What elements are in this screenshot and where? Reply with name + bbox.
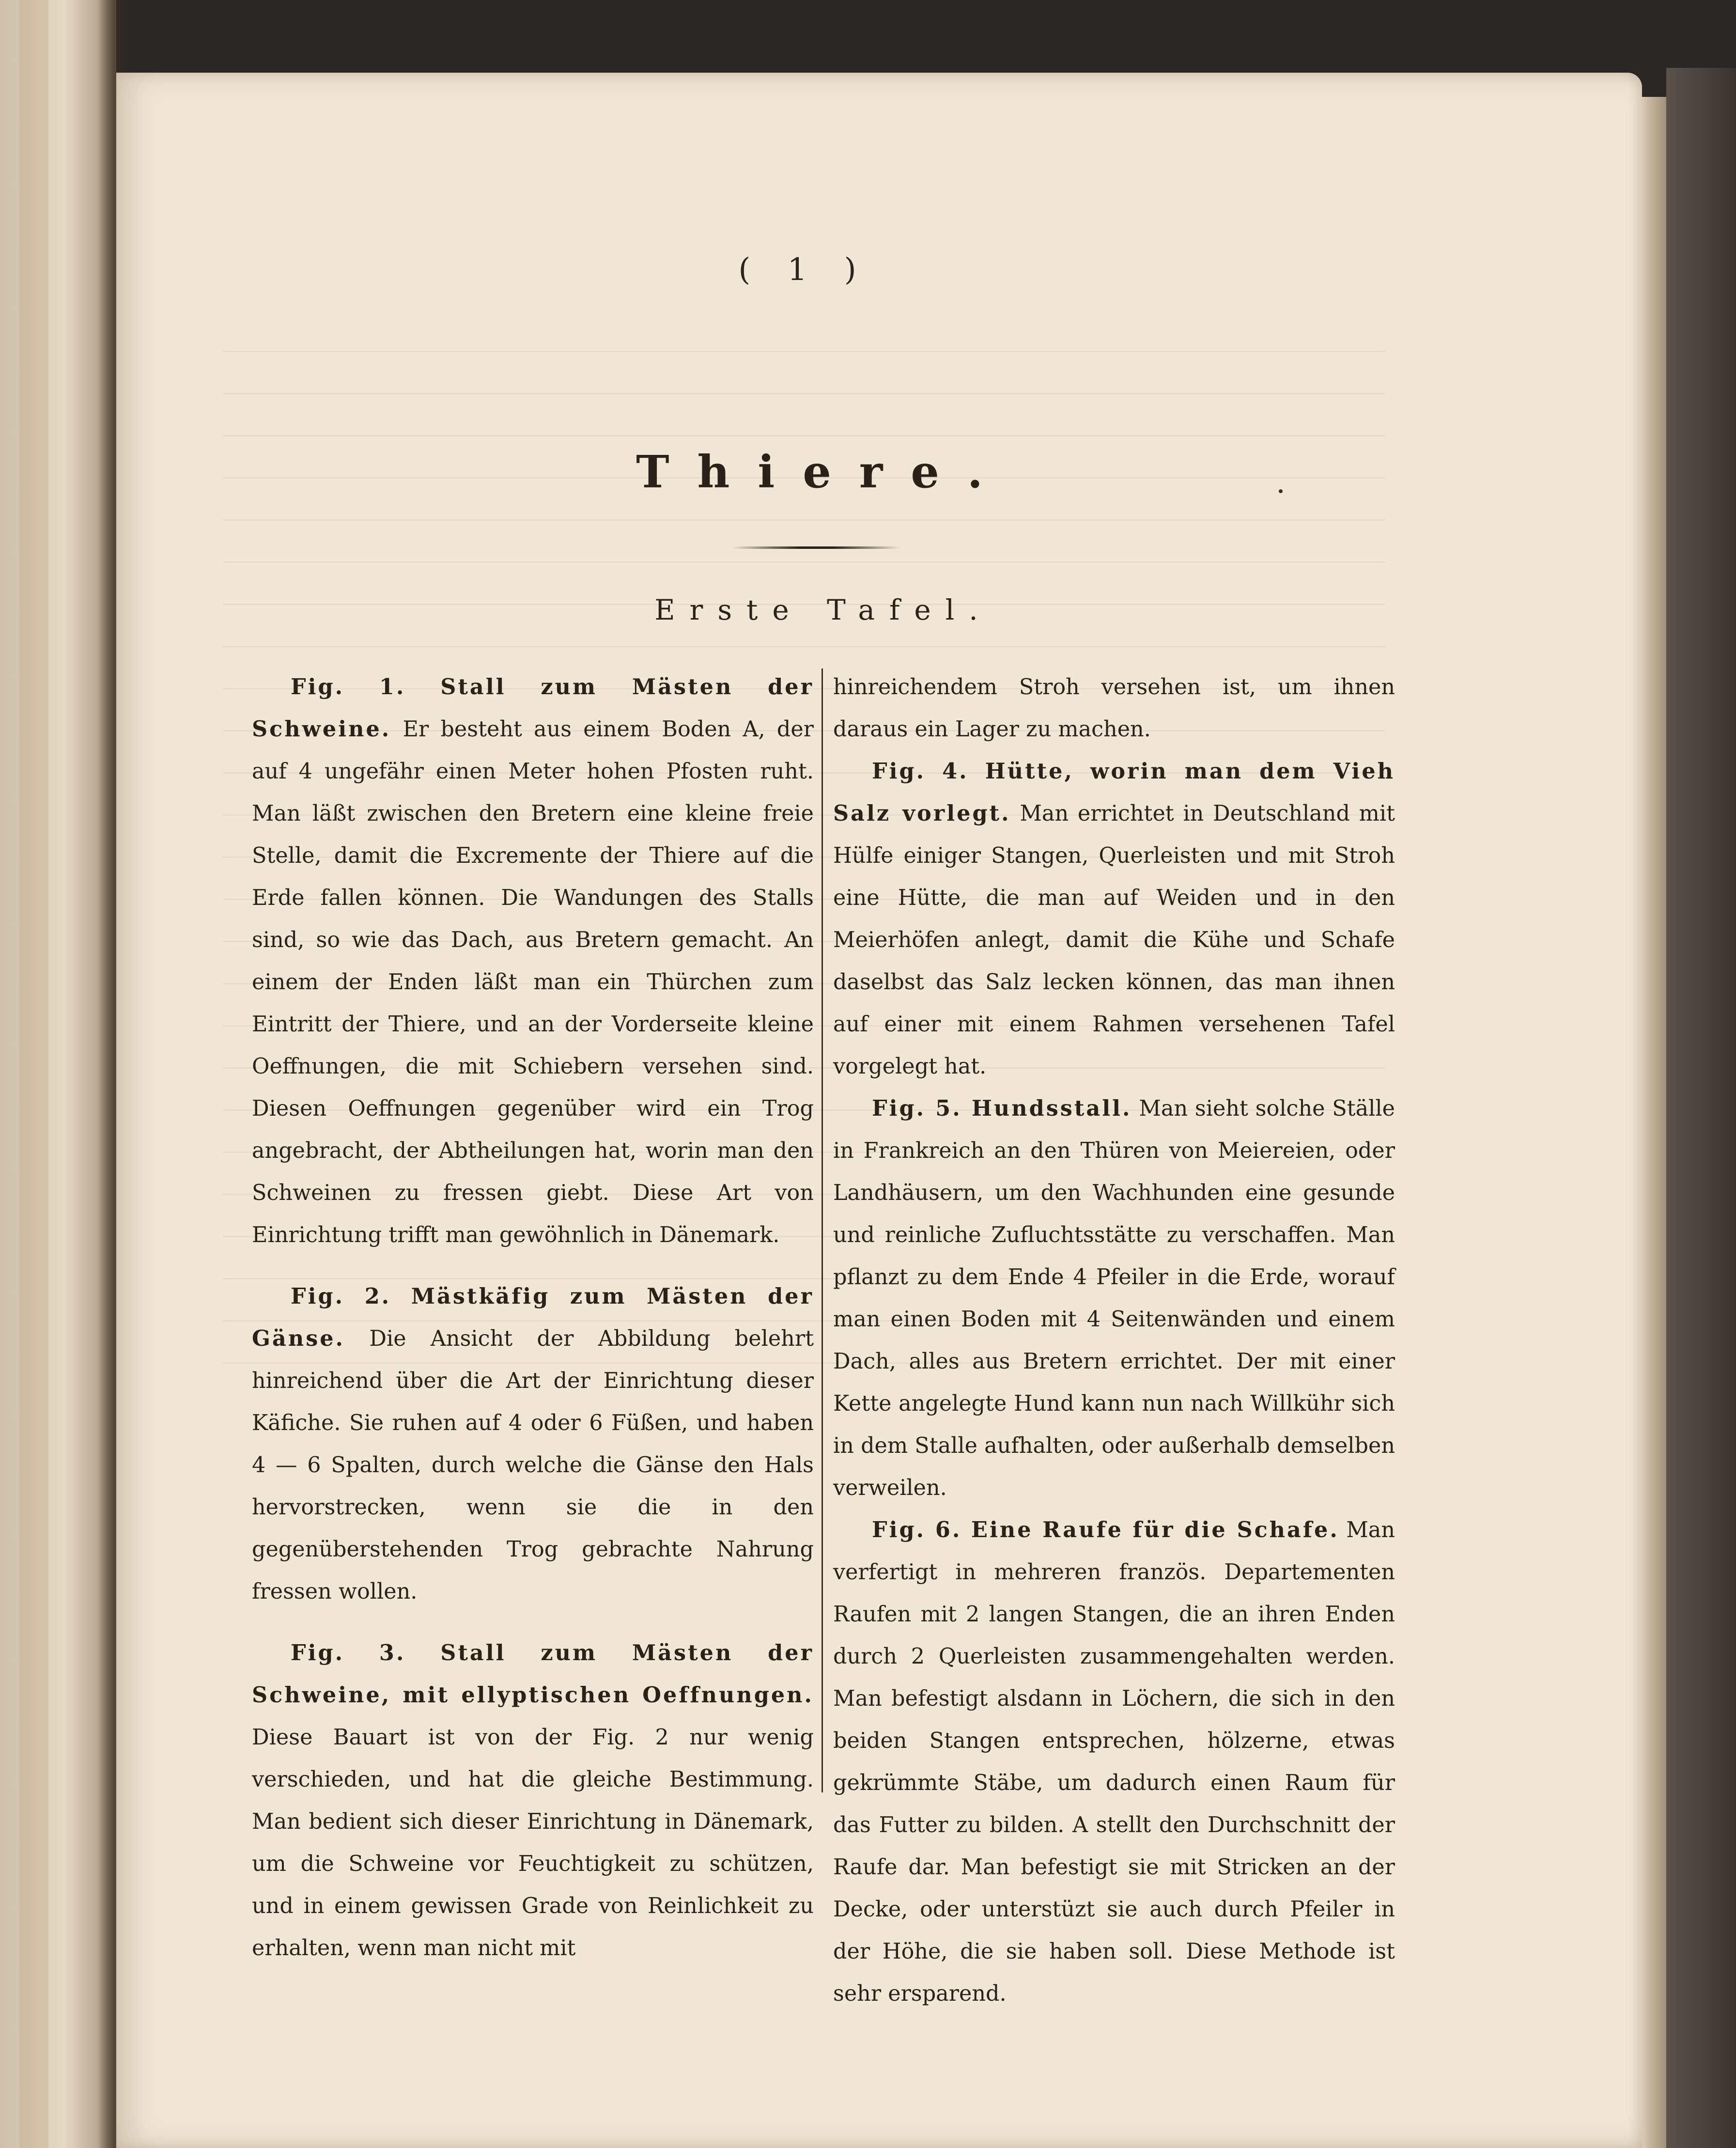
background-right: [1666, 68, 1736, 2148]
paragraph-fig-3: [252, 1632, 814, 1969]
column-divider: [822, 669, 823, 1792]
fig-6-heading: Fig. 6. Eine Raufe für die Schafe.: [872, 1517, 1339, 1542]
page-stain: [19, 0, 48, 2148]
paragraph-fig-5: [833, 1088, 1395, 1509]
paragraph-fig-1: [252, 666, 814, 1256]
fig-2-text: Die Ansicht der Abbildung belehrt hinreichend über die Art der Einrichtung dieser Käfiche. Sie ruhen auf 4 oder 6 Füßen, und haben 4 — 6 Spalten, durch welche die Gänse den Hals hervorstrecken, wenn sie die in den gegenüberstehenden Trog gebrachte Nahrung fressen wollen.: [252, 1326, 814, 1604]
left-column: [252, 666, 814, 1969]
right-column: [833, 666, 1395, 2015]
fig-6-text: Man verfertigt in mehreren französ. Departementen Raufen mit 2 langen Stangen, die an ihren Enden durch 2 Querleisten zusammengehalten werden. Man befestigt alsdann in Löchern, die sich in den beiden Stangen entsprechen, hölzerne, etwas gekrümmte Stäbe, um dadurch einen Raum für das Futter zu bilden. A stellt den Durchschnitt der Raufe dar. Man befestigt sie mit Stricken an der Decke, oder unterstüzt sie auch durch Pfeiler in der Höhe, die sie haben soll. Diese Methode ist sehr ersparend.: [833, 1518, 1395, 2006]
fig-3-text: Diese Bauart ist von der Fig. 2 nur wenig verschieden, und hat die gleiche Bestimmung. Man bedient sich dieser Einrichtung in Dänemark, um die Schweine vor Feuchtigkeit zu schützen, und in einem gewissen Grade von Reinlichkeit zu erhalten, wenn man nicht mit: [252, 1725, 814, 1961]
fig-4-heading: Fig. 4. Hütte, worin man dem Vieh Salz vorlegt.: [833, 759, 1395, 826]
fig-4-text: Man errichtet in Deutschland mit Hülfe einiger Stangen, Querleisten und mit Stroh eine Hütte, die man auf Weiden und in den Meierhöfen anlegt, damit die Kühe und Schafe daselbst das Salz lecken können, das man ihnen auf einer mit einem Rahmen versehenen Tafel vorgelegt hat.: [833, 801, 1395, 1079]
paragraph-fig-6: [833, 1509, 1395, 2015]
fig-1-heading: Fig. 1. Stall zum Mästen der Schweine.: [252, 674, 814, 742]
paragraph-continuation: hinreichendem Stroh versehen ist, um ihnen daraus ein Lager zu machen.: [833, 675, 1395, 742]
fig-2-heading: Fig. 2. Mästkäfig zum Mästen der Gänse.: [252, 1284, 814, 1351]
page-number: ( 1 ): [738, 252, 870, 288]
fig-5-heading: Fig. 5. Hundsstall.: [872, 1096, 1132, 1121]
fig-3-heading: Fig. 3. Stall zum Mästen der Schweine, mit ellyptischen Oeffnungen.: [252, 1640, 814, 1708]
fig-5-text: Man sieht solche Ställe in Frankreich an den Thüren von Meiereien, oder Landhäusern, um den Wachhunden eine gesunde und reinliche Zufluchtsstätte zu verschaffen. Man pflanzt zu dem Ende 4 Pfeiler in die Erde, worauf man einen Boden mit 4 Seitenwänden und einem Dach, alles aus Bretern errichtet. Der mit einer Kette angelegte Hund kann nun nach Willkühr sich in dem Stalle aufhalten, oder außerhalb demselben verweilen.: [833, 1096, 1395, 1500]
paragraph-fig-4: [833, 750, 1395, 1088]
title-rule: [731, 546, 901, 549]
section-title: Thiere.: [636, 446, 1011, 498]
ink-speck: [1279, 489, 1283, 493]
paragraph-fig-2: [252, 1276, 814, 1613]
plate-subtitle: Erste Tafel.: [654, 593, 992, 626]
fig-1-text: Er besteht aus einem Boden A, der auf 4 ungefähr einen Meter hohen Pfosten ruht. Man läßt zwischen den Bretern eine kleine freie Stelle, damit die Excremente der Thiere auf die Erde fallen können. Die Wandungen des Stalls sind, so wie das Dach, aus Bretern gemacht. An einem der Enden läßt man ein Thürchen zum Eintritt der Thiere, und an der Vorderseite kleine Oeffnungen, die mit Schiebern versehen sind. Diesen Oeffnungen gegenüber wird ein Trog angebracht, der Abtheilungen hat, worin man den Schweinen zu fressen giebt. Diese Art von Einrichtung trifft man gewöhnlich in Dänemark.: [252, 717, 814, 1247]
